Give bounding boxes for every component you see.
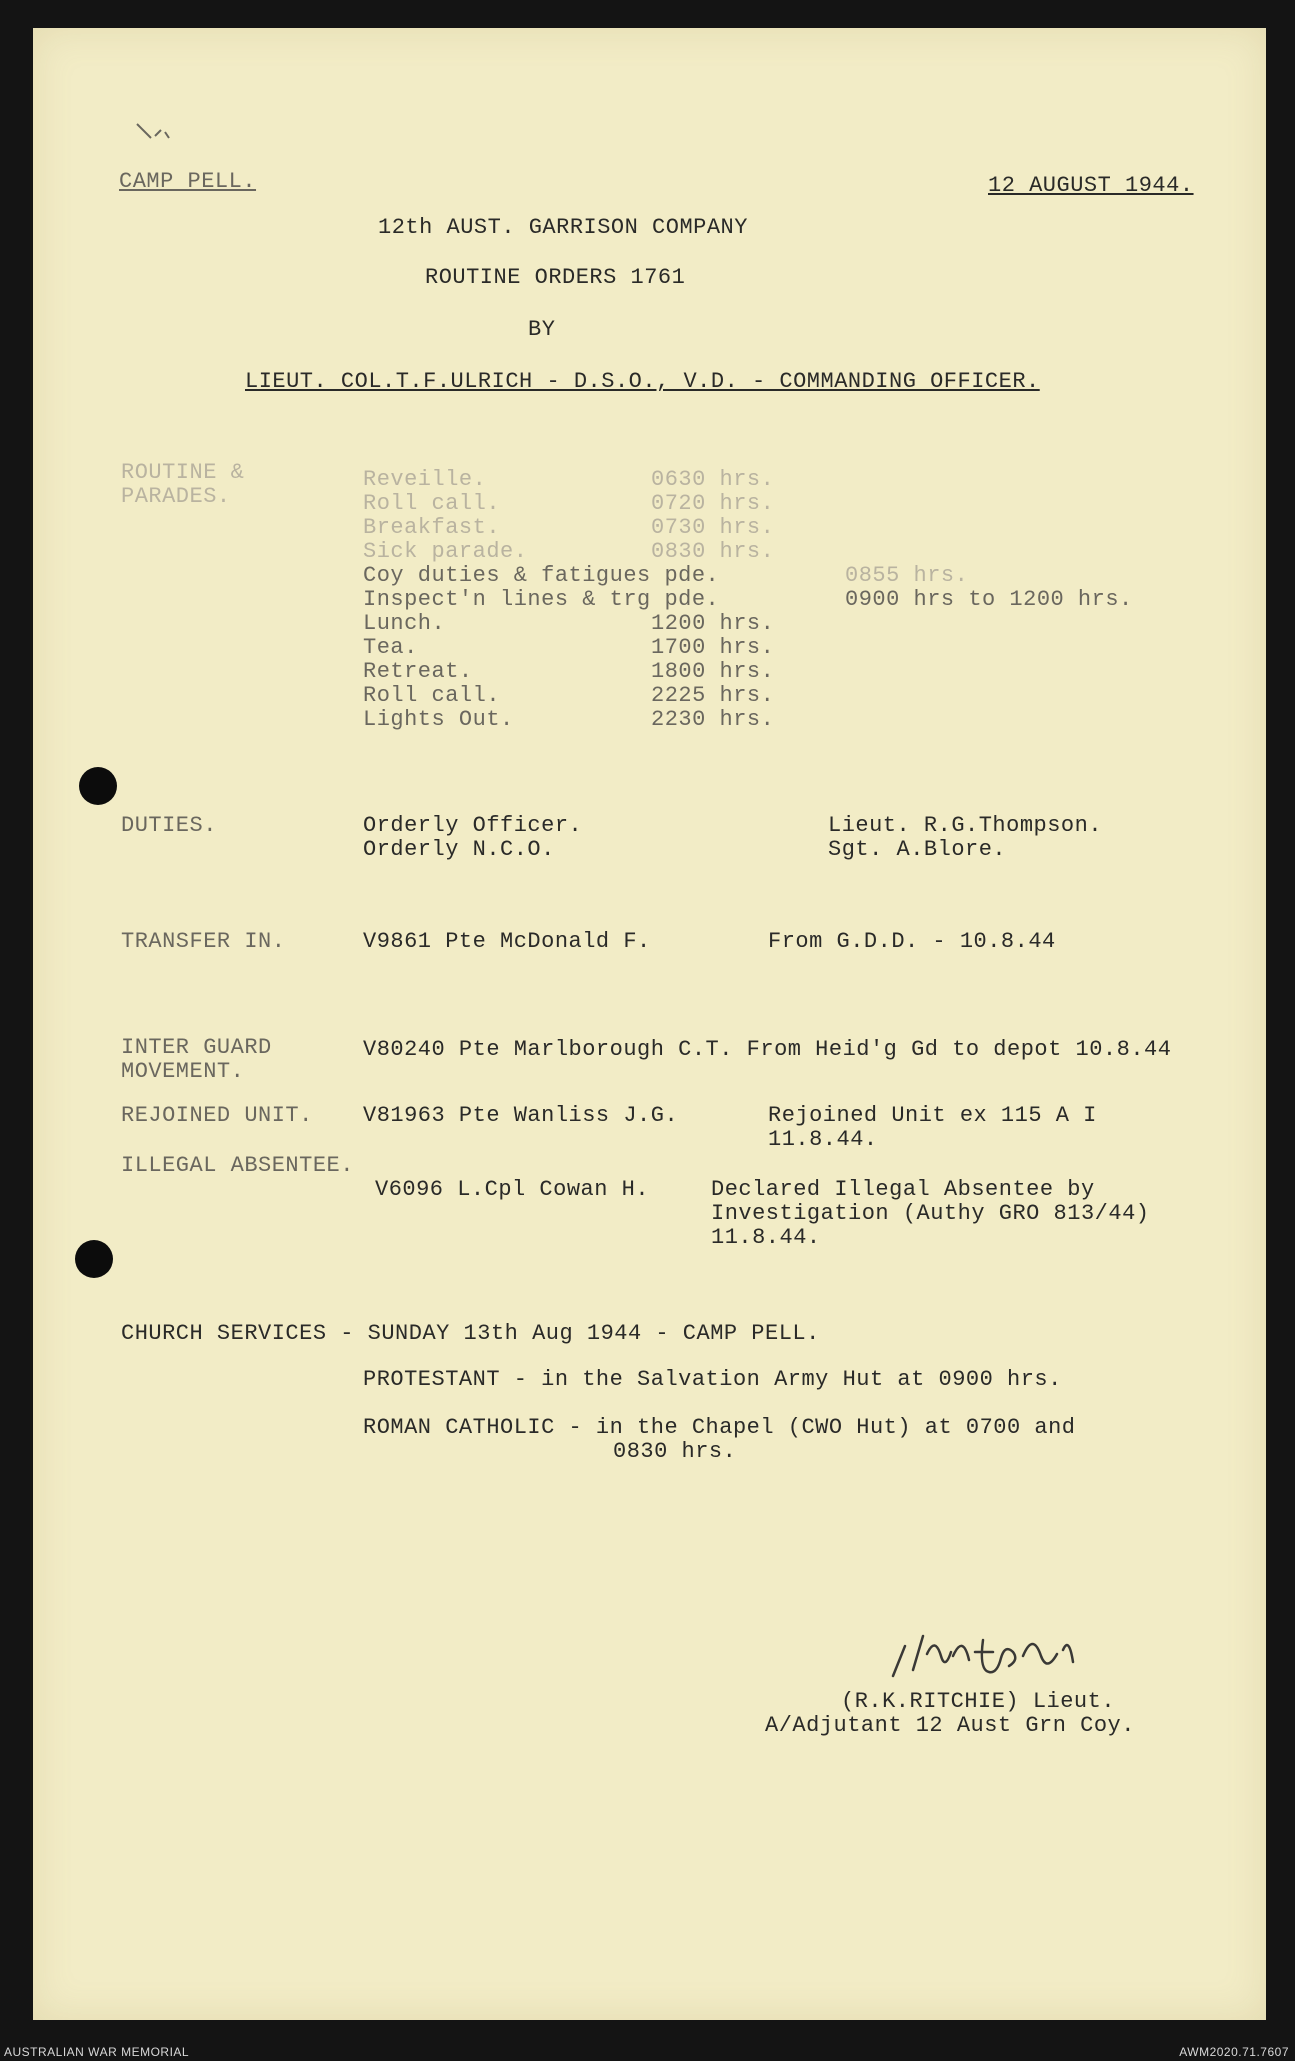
handwritten-mark-icon — [133, 120, 203, 155]
routine-item: Inspect'n lines & trg pde. — [363, 587, 720, 612]
church-heading: CHURCH SERVICES - SUNDAY 13th Aug 1944 - CAMP PELL. — [121, 1321, 820, 1346]
absentee-label: ILLEGAL ABSENTEE. — [121, 1153, 354, 1178]
transfer-in-soldier: V9861 Pte McDonald F. — [363, 929, 651, 954]
orderly-officer-role: Orderly Officer. — [363, 813, 583, 838]
footer-credit: AUSTRALIAN WAR MEMORIAL — [4, 2045, 190, 2059]
catholic-service-2: 0830 hrs. — [613, 1439, 737, 1464]
by-label: BY — [528, 317, 556, 342]
footer-reference: AWM2020.71.7607 — [1179, 2045, 1289, 2059]
routine-item: Breakfast. — [363, 515, 501, 540]
absentee-date: 11.8.44. — [711, 1225, 821, 1250]
signatory-name: (R.K.RITCHIE) Lieut. — [841, 1689, 1116, 1714]
transfer-in-detail: From G.D.D. - 10.8.44 — [768, 929, 1056, 954]
date: 12 AUGUST 1944. — [988, 173, 1194, 198]
routine-time: 0630 hrs. — [651, 467, 775, 492]
routine-item: Lights Out. — [363, 707, 514, 732]
protestant-service: PROTESTANT - in the Salvation Army Hut at 0900 hrs. — [363, 1367, 1062, 1392]
handwritten-signature-icon — [883, 1626, 1143, 1691]
routine-time: 0900 hrs to 1200 hrs. — [845, 587, 1133, 612]
absentee-soldier: V6096 L.Cpl Cowan H. — [375, 1177, 650, 1202]
rejoined-detail: Rejoined Unit ex 115 A I — [768, 1103, 1097, 1128]
punch-hole — [79, 767, 117, 805]
punch-hole — [75, 1240, 113, 1278]
routine-item: Roll call. — [363, 491, 501, 516]
rejoined-date: 11.8.44. — [768, 1127, 878, 1152]
routine-time: 1200 hrs. — [651, 611, 775, 636]
transfer-in-label: TRANSFER IN. — [121, 929, 286, 954]
routine-item: Tea. — [363, 635, 418, 660]
routine-time: 2225 hrs. — [651, 683, 775, 708]
catholic-service: ROMAN CATHOLIC - in the Chapel (CWO Hut) at 0700 and — [363, 1415, 1076, 1440]
routine-time: 0730 hrs. — [651, 515, 775, 540]
routine-item: Lunch. — [363, 611, 446, 636]
duties-label: DUTIES. — [121, 813, 217, 838]
routine-time: 2230 hrs. — [651, 707, 775, 732]
absentee-detail: Declared Illegal Absentee by — [711, 1177, 1095, 1202]
signatory-title: A/Adjutant 12 Aust Grn Coy. — [765, 1713, 1135, 1738]
routine-label: ROUTINE & — [121, 460, 245, 485]
routine-time: 0855 hrs. — [845, 563, 969, 588]
rejoined-soldier: V81963 Pte Wanliss J.G. — [363, 1103, 679, 1128]
routine-time: 0830 hrs. — [651, 539, 775, 564]
inter-guard-text: V80240 Pte Marlborough C.T. From Heid'g Gd to depot 10.8.44 — [363, 1037, 1172, 1062]
orderly-nco-role: Orderly N.C.O. — [363, 837, 555, 862]
commander-line: LIEUT. COL.T.F.ULRICH - D.S.O., V.D. - COMMANDING OFFICER. — [245, 369, 1040, 394]
inter-guard-label: INTER GUARD — [121, 1035, 272, 1060]
absentee-detail-2: Investigation (Authy GRO 813/44) — [711, 1201, 1150, 1226]
orders-title: ROUTINE ORDERS 1761 — [425, 265, 686, 290]
routine-item: Roll call. — [363, 683, 501, 708]
routine-item: Retreat. — [363, 659, 473, 684]
routine-time: 0720 hrs. — [651, 491, 775, 516]
routine-time: 1800 hrs. — [651, 659, 775, 684]
routine-time: 1700 hrs. — [651, 635, 775, 660]
unit-title: 12th AUST. GARRISON COMPANY — [378, 215, 748, 240]
orderly-nco-name: Sgt. A.Blore. — [828, 837, 1007, 862]
routine-label-2: PARADES. — [121, 484, 231, 509]
location: CAMP PELL. — [119, 169, 257, 194]
inter-guard-label-2: MOVEMENT. — [121, 1059, 245, 1084]
rejoined-label: REJOINED UNIT. — [121, 1103, 313, 1128]
routine-item: Coy duties & fatigues pde. — [363, 563, 720, 588]
document-page — [33, 28, 1266, 2020]
routine-item: Reveille. — [363, 467, 487, 492]
routine-item: Sick parade. — [363, 539, 528, 564]
orderly-officer-name: Lieut. R.G.Thompson. — [828, 813, 1103, 838]
